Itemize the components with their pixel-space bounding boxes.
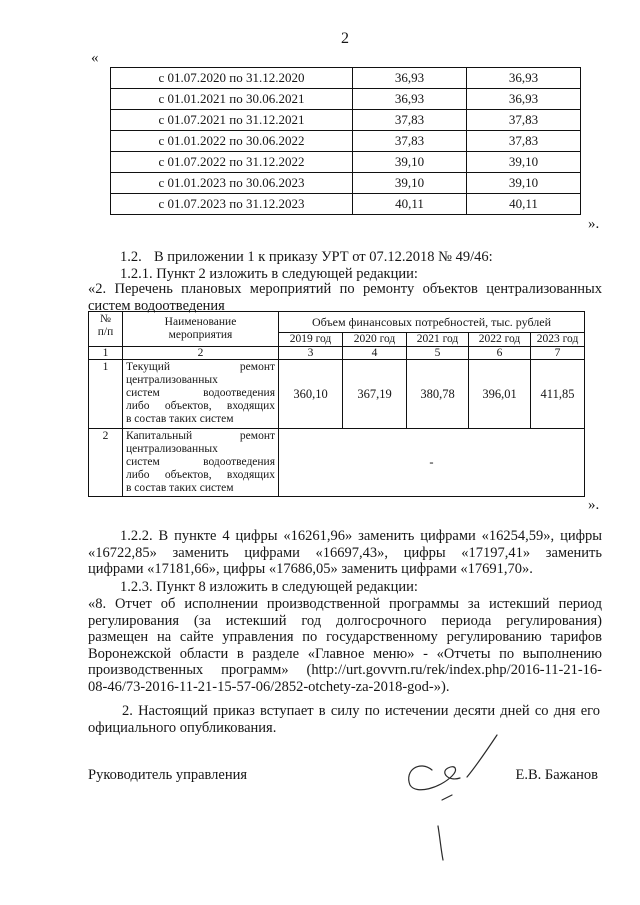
period-cell: с 01.01.2023 по 30.06.2023 <box>111 173 353 194</box>
value-cell: 36,93 <box>467 68 581 89</box>
period-cell: с 01.07.2020 по 31.12.2020 <box>111 68 353 89</box>
value-cell: 37,83 <box>353 131 467 152</box>
measure-name <box>123 360 279 429</box>
row-number: 2 <box>89 429 123 497</box>
item-number: 1.2. <box>120 249 142 265</box>
name-header-line: Наименование <box>164 316 237 328</box>
measure-name-line: в состав таких систем <box>126 413 234 425</box>
table-row <box>111 110 581 131</box>
volume-header: Объем финансовых потребностей, тыс. рублей <box>279 312 585 333</box>
paragraph-line: официального опубликования. <box>88 719 277 736</box>
year-header: 2023 год <box>531 333 585 347</box>
table-row <box>111 173 581 194</box>
value-2019: 360,10 <box>279 360 343 429</box>
value-cell: 36,93 <box>353 89 467 110</box>
year-header: 2020 год <box>343 333 407 347</box>
item-text: В приложении 1 к приказу УРТ от 07.12.2018 № 49/46: <box>154 249 493 265</box>
item-1-2 <box>120 249 493 266</box>
value-cell: 37,83 <box>467 131 581 152</box>
period-cell: с 01.01.2022 по 30.06.2022 <box>111 131 353 152</box>
measure-name-line: систем водоотведения <box>126 456 275 468</box>
paragraph-line: Воронежской области в разделе «Главное меню» - «Отчеты по выполнению <box>88 645 602 662</box>
paragraph-line: 1.2.2. В пункте 4 цифры «16261,96» заменить цифрами «16254,59», цифры <box>120 528 602 544</box>
signature-stroke <box>438 826 443 860</box>
number-header-line: № <box>100 313 111 325</box>
value-cell: 39,10 <box>467 173 581 194</box>
value-2022: 396,01 <box>469 360 531 429</box>
table-row <box>111 131 581 152</box>
paragraph-line: регулирования (за истекший год долгосрочного периода регулирования) <box>88 612 602 629</box>
signature-stroke <box>409 766 460 790</box>
value-cell: 37,83 <box>467 110 581 131</box>
signature-stroke <box>442 795 452 800</box>
paragraph-line: цифрами «17181,66», цифры «17686,05» заменить цифрами «17691,70». <box>88 561 533 577</box>
column-number: 1 <box>89 346 123 360</box>
closing-quote: ». <box>588 216 600 232</box>
period-cell: с 01.07.2023 по 31.12.2023 <box>111 194 353 215</box>
measure-name-line: либо объектов, входящих <box>126 469 275 481</box>
item-8 <box>88 596 602 695</box>
signatory-position: Руководитель управления <box>88 767 248 783</box>
table-row <box>111 68 581 89</box>
measure-name-line: либо объектов, входящих <box>126 400 275 412</box>
column-number: 2 <box>123 346 279 360</box>
header-row <box>89 312 585 333</box>
paragraph-line: «16722,85» заменить цифрами «16697,43», цифры «17197,41» заменить <box>88 544 602 561</box>
column-numbers-row <box>89 346 585 360</box>
table-row <box>89 429 585 497</box>
value-cell: 36,93 <box>467 89 581 110</box>
measure-name <box>123 429 279 497</box>
signature <box>395 725 505 865</box>
column-number: 5 <box>407 346 469 360</box>
item-1-2-1: 1.2.1. Пункт 2 изложить в следующей редакции: <box>120 266 418 282</box>
plan-title <box>88 281 602 314</box>
value-cell: 40,11 <box>467 194 581 215</box>
year-header: 2019 год <box>279 333 343 347</box>
name-header-line: мероприятия <box>168 328 233 341</box>
paragraph-line: 2. Настоящий приказ вступает в силу по истечении десяти дней со дня его <box>122 703 600 719</box>
year-header: 2022 год <box>469 333 531 347</box>
column-number: 3 <box>279 346 343 360</box>
plan-title-line: «2. Перечень плановых мероприятий по ремонту объектов централизованных <box>88 281 602 297</box>
number-header-line: п/п <box>97 325 114 338</box>
opening-quote: « <box>91 50 99 66</box>
column-number: 6 <box>469 346 531 360</box>
column-number: 4 <box>343 346 407 360</box>
plan-table <box>88 311 585 497</box>
merged-value: - <box>279 429 585 497</box>
item-2 <box>88 703 600 736</box>
measure-name-line: централизованных <box>126 374 218 386</box>
measure-name-line: систем водоотведения <box>126 387 275 399</box>
table-row <box>89 360 585 429</box>
table-row <box>111 194 581 215</box>
measure-name-line: Капитальный ремонт <box>126 430 275 442</box>
period-cell: с 01.01.2021 по 30.06.2021 <box>111 89 353 110</box>
measure-name-line: Текущий ремонт <box>126 361 275 373</box>
signatory-name: Е.В. Бажанов <box>515 767 598 783</box>
table-row <box>111 89 581 110</box>
page-number: 2 <box>341 30 349 47</box>
paragraph-line: размещен на сайте управления по государственному регулированию тарифов <box>88 629 602 645</box>
number-header <box>89 312 123 347</box>
closing-quote: ». <box>588 497 600 513</box>
measure-name-line: в состав таких систем <box>126 482 234 494</box>
value-cell: 37,83 <box>353 110 467 131</box>
measure-name-line: централизованных <box>126 443 218 455</box>
name-header <box>123 312 279 347</box>
value-cell: 39,10 <box>467 152 581 173</box>
value-2023: 411,85 <box>531 360 585 429</box>
table-row <box>111 152 581 173</box>
item-1-2-3: 1.2.3. Пункт 8 изложить в следующей редакции: <box>120 579 418 595</box>
column-number: 7 <box>531 346 585 360</box>
paragraph-line: «8. Отчет об исполнении производственной программы за истекший период <box>88 596 602 612</box>
row-number: 1 <box>89 360 123 429</box>
value-cell: 40,11 <box>353 194 467 215</box>
year-header: 2021 год <box>407 333 469 347</box>
value-cell: 36,93 <box>353 68 467 89</box>
value-2020: 367,19 <box>343 360 407 429</box>
paragraph-line: производственных программ» (http://urt.govvrn.ru/rek/index.php/2016-11-21-16- <box>88 662 602 678</box>
value-2021: 380,78 <box>407 360 469 429</box>
paragraph-line: 08-46/73-2016-11-21-15-57-06/2852-otchety-za-2018-god-»). <box>88 678 450 695</box>
signature-stroke <box>467 735 497 777</box>
value-cell: 39,10 <box>353 173 467 194</box>
value-cell: 39,10 <box>353 152 467 173</box>
period-cell: с 01.07.2022 по 31.12.2022 <box>111 152 353 173</box>
plan-title-line: систем водоотведения <box>88 297 225 314</box>
item-1-2-2 <box>88 528 602 578</box>
period-cell: с 01.07.2021 по 31.12.2021 <box>111 110 353 131</box>
tariff-table <box>110 67 581 215</box>
